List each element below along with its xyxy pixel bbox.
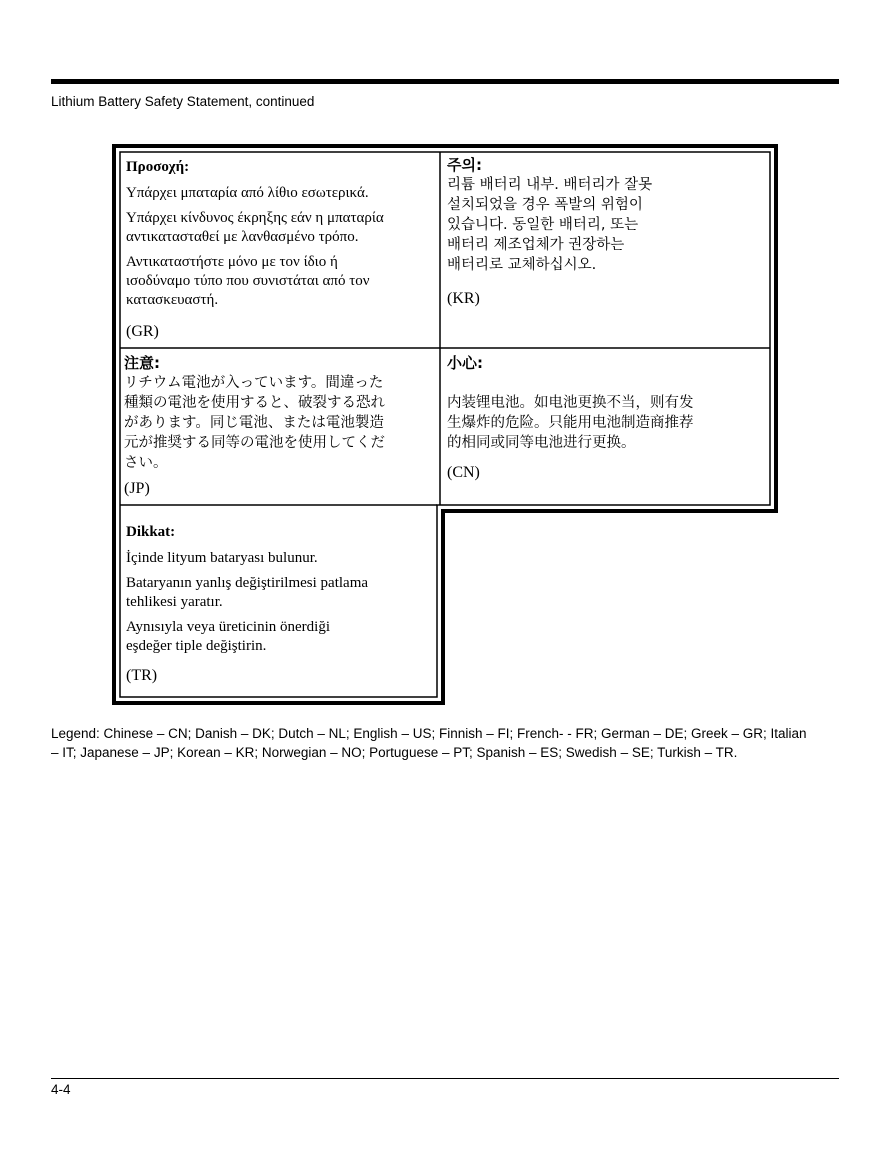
warning-line: があります。同じ電池、または電池製造 <box>124 415 384 431</box>
warning-line: 種類の電池を使用すると、破裂する恐れ <box>124 395 385 411</box>
warning-line: リチウム電池が入っています。間違った <box>124 375 384 391</box>
warning-paragraph <box>126 549 434 568</box>
warning-line: 있습니다. 동일한 배터리, 또는 <box>447 217 639 233</box>
legend-line: Legend: Chinese – CN; Danish – DK; Dutch – NL; English – US; Finnish – FI; French- - FR; German – DE; Greek – GR; Italian <box>51 726 807 741</box>
warning-line: Bataryanın yanlış değiştirilmesi patlama <box>126 575 369 591</box>
warning-title: Προσοχή: <box>126 159 190 175</box>
warning-title: Dikkat: <box>126 524 176 540</box>
legend-line: – IT; Japanese – JP; Korean – KR; Norwegian – NO; Portuguese – PT; Spanish – ES; Swedish – SE; Turkish – TR. <box>51 744 738 760</box>
warning-paragraph <box>126 209 436 247</box>
warning-cell-chinese <box>447 353 765 482</box>
warning-line: 的相同或同等电池进行更换。 <box>447 435 636 451</box>
warning-line: tehlikesi yaratır. <box>126 594 223 610</box>
warning-line: 설치되었을 경우 폭발의 위험이 <box>447 197 643 213</box>
warning-line: ισοδύναμο τύπο που συνιστάται από τον <box>126 273 370 289</box>
language-code: (KR) <box>447 290 480 307</box>
section-title: Lithium Battery Safety Statement, continued <box>51 94 315 109</box>
warning-line: さい。 <box>124 455 168 471</box>
warning-paragraph <box>126 618 434 656</box>
warning-line: Υπάρχει μπαταρία από λίθιο εσωτερικά. <box>126 185 369 201</box>
warning-cell-turkish <box>126 523 434 685</box>
warning-cell-greek <box>126 158 436 341</box>
page-number: 4-4 <box>51 1082 71 1097</box>
warning-title: 注意: <box>124 354 160 372</box>
warning-line: κατασκευαστή. <box>126 292 219 308</box>
language-code: (JP) <box>124 480 150 497</box>
warning-line: 内装锂电池。如电池更换不当，则有发 <box>447 395 694 411</box>
warning-cell-japanese <box>124 353 436 498</box>
language-code: (CN) <box>447 464 480 481</box>
warning-line: 배터리로 교체하십시오. <box>447 257 597 273</box>
warning-paragraph <box>126 574 434 612</box>
language-code: (GR) <box>126 323 159 340</box>
footer-rule <box>51 1078 839 1079</box>
language-legend <box>51 725 841 762</box>
warning-line: 生爆炸的危险。只能用电池制造商推荐 <box>447 415 694 431</box>
warning-paragraph <box>126 253 436 310</box>
language-code: (TR) <box>126 667 158 684</box>
warning-title: 小心: <box>447 354 483 372</box>
warning-cell-korean <box>447 155 765 308</box>
warning-title: 주의: <box>447 156 482 174</box>
warning-line: İçinde lityum bataryası bulunur. <box>126 550 318 566</box>
warning-paragraph <box>126 184 436 203</box>
warning-line: 배터리 제조업체가 권장하는 <box>447 237 625 253</box>
warning-line: eşdeğer tiple değiştirin. <box>126 638 267 654</box>
warning-line: Aynısıyla veya üreticinin önerdiği <box>126 619 330 635</box>
warning-line: αντικατασταθεί με λανθασμένο τρόπο. <box>126 229 359 245</box>
warning-line: Αντικαταστήστε μόνο με τον ίδιο ή <box>126 254 338 270</box>
warning-line: 리튬 배터리 내부. 배터리가 잘못 <box>447 177 653 193</box>
warning-line: 元が推奨する同等の電池を使用してくだ <box>124 435 385 451</box>
warning-line: Υπάρχει κίνδυνος έκρηξης εάν η μπαταρία <box>126 210 384 226</box>
